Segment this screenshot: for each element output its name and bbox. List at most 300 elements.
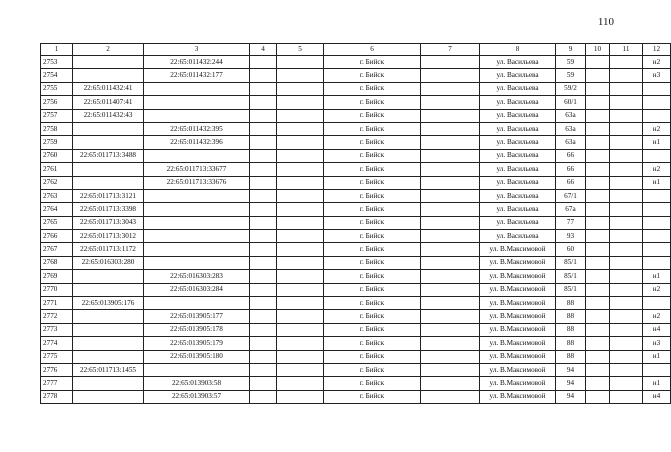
city-cell: г. Бийск <box>324 189 421 202</box>
empty-cell <box>250 203 277 216</box>
empty-cell <box>610 270 643 283</box>
row-number-cell: 2776 <box>41 363 73 376</box>
empty-cell <box>250 377 277 390</box>
empty-cell <box>250 56 277 69</box>
row-number-cell: 2756 <box>41 96 73 109</box>
cadastral-number-cell: 22:65:011713:1172 <box>73 243 144 256</box>
empty-cell <box>586 56 610 69</box>
cadastral-number-cell <box>73 390 144 403</box>
premises-cell: н3 <box>643 69 671 82</box>
header-cell: 11 <box>610 44 643 56</box>
empty-cell <box>421 297 480 310</box>
city-cell: г. Бийск <box>324 203 421 216</box>
empty-cell <box>421 216 480 229</box>
street-cell: ул. В.Максимовой <box>480 337 556 350</box>
city-cell: г. Бийск <box>324 122 421 135</box>
empty-cell <box>250 96 277 109</box>
header-cell: 12 <box>643 44 671 56</box>
premises-cell: н3 <box>643 337 671 350</box>
header-cell: 1 <box>41 44 73 56</box>
empty-cell <box>277 56 324 69</box>
empty-cell <box>586 350 610 363</box>
street-cell: ул. Васильева <box>480 163 556 176</box>
premises-cell <box>643 189 671 202</box>
empty-cell <box>610 189 643 202</box>
premises-cell <box>643 230 671 243</box>
row-number-cell: 2772 <box>41 310 73 323</box>
empty-cell <box>610 377 643 390</box>
empty-cell <box>250 297 277 310</box>
empty-cell <box>421 69 480 82</box>
street-cell: ул. В.Максимовой <box>480 377 556 390</box>
empty-cell <box>277 96 324 109</box>
house-number-cell: 94 <box>556 390 586 403</box>
empty-cell <box>250 337 277 350</box>
city-cell: г. Бийск <box>324 96 421 109</box>
empty-cell <box>250 310 277 323</box>
house-number-cell: 88 <box>556 337 586 350</box>
header-cell: 3 <box>144 44 250 56</box>
row-number-cell: 2765 <box>41 216 73 229</box>
house-number-cell: 60/1 <box>556 96 586 109</box>
empty-cell <box>586 297 610 310</box>
empty-cell <box>250 256 277 269</box>
cadastral-number-cell: 22:65:013905:176 <box>73 297 144 310</box>
empty-cell <box>421 176 480 189</box>
cadastral-number-premises-cell <box>144 363 250 376</box>
empty-cell <box>610 363 643 376</box>
cadastral-number-premises-cell: 22:65:013903:57 <box>144 390 250 403</box>
cadastral-number-cell: 22:65:011713:3398 <box>73 203 144 216</box>
empty-cell <box>586 230 610 243</box>
street-cell: ул. Васильева <box>480 230 556 243</box>
empty-cell <box>610 176 643 189</box>
city-cell: г. Бийск <box>324 297 421 310</box>
cadastral-number-premises-cell: 22:65:016303:284 <box>144 283 250 296</box>
empty-cell <box>421 256 480 269</box>
cadastral-number-premises-cell <box>144 203 250 216</box>
cadastral-number-premises-cell: 22:65:013903:58 <box>144 377 250 390</box>
street-cell: ул. В.Максимовой <box>480 243 556 256</box>
empty-cell <box>250 230 277 243</box>
table-row <box>41 323 671 336</box>
empty-cell <box>277 350 324 363</box>
cadastral-number-premises-cell <box>144 189 250 202</box>
house-number-cell: 59 <box>556 56 586 69</box>
header-cell: 7 <box>421 44 480 56</box>
house-number-cell: 63а <box>556 136 586 149</box>
table-row <box>41 297 671 310</box>
empty-cell <box>610 390 643 403</box>
empty-cell <box>277 82 324 95</box>
empty-cell <box>586 243 610 256</box>
header-row <box>41 44 671 56</box>
empty-cell <box>586 163 610 176</box>
table-row <box>41 149 671 162</box>
empty-cell <box>277 189 324 202</box>
header-cell: 9 <box>556 44 586 56</box>
premises-cell <box>643 363 671 376</box>
cadastral-number-cell <box>73 163 144 176</box>
row-number-cell: 2760 <box>41 149 73 162</box>
header-cell: 4 <box>250 44 277 56</box>
house-number-cell: 67а <box>556 203 586 216</box>
street-cell: ул. В.Максимовой <box>480 323 556 336</box>
premises-cell: н4 <box>643 323 671 336</box>
empty-cell <box>421 82 480 95</box>
empty-cell <box>277 337 324 350</box>
cadastral-number-cell: 22:65:011713:3488 <box>73 149 144 162</box>
table-row <box>41 377 671 390</box>
empty-cell <box>250 189 277 202</box>
premises-cell: н1 <box>643 270 671 283</box>
empty-cell <box>421 283 480 296</box>
row-number-cell: 2753 <box>41 56 73 69</box>
row-number-cell: 2757 <box>41 109 73 122</box>
empty-cell <box>250 283 277 296</box>
registry-table <box>40 43 671 404</box>
empty-cell <box>586 82 610 95</box>
row-number-cell: 2770 <box>41 283 73 296</box>
cadastral-number-cell: 22:65:016303:280 <box>73 256 144 269</box>
empty-cell <box>277 270 324 283</box>
table-row <box>41 122 671 135</box>
empty-cell <box>250 390 277 403</box>
empty-cell <box>277 283 324 296</box>
empty-cell <box>421 149 480 162</box>
empty-cell <box>421 122 480 135</box>
empty-cell <box>610 122 643 135</box>
row-number-cell: 2774 <box>41 337 73 350</box>
street-cell: ул. В.Максимовой <box>480 297 556 310</box>
empty-cell <box>277 69 324 82</box>
empty-cell <box>610 256 643 269</box>
street-cell: ул. Васильева <box>480 149 556 162</box>
street-cell: ул. В.Максимовой <box>480 270 556 283</box>
empty-cell <box>586 122 610 135</box>
empty-cell <box>277 176 324 189</box>
empty-cell <box>421 323 480 336</box>
empty-cell <box>277 230 324 243</box>
row-number-cell: 2761 <box>41 163 73 176</box>
empty-cell <box>277 363 324 376</box>
empty-cell <box>250 270 277 283</box>
empty-cell <box>610 243 643 256</box>
cadastral-number-premises-cell: 22:65:011432:396 <box>144 136 250 149</box>
cadastral-number-premises-cell: 22:65:011713:33677 <box>144 163 250 176</box>
page-number: 110 <box>597 16 614 28</box>
table-row <box>41 56 671 69</box>
empty-cell <box>421 363 480 376</box>
empty-cell <box>586 203 610 216</box>
row-number-cell: 2758 <box>41 122 73 135</box>
house-number-cell: 66 <box>556 176 586 189</box>
street-cell: ул. Васильева <box>480 109 556 122</box>
city-cell: г. Бийск <box>324 82 421 95</box>
street-cell: ул. Васильева <box>480 69 556 82</box>
city-cell: г. Бийск <box>324 310 421 323</box>
row-number-cell: 2754 <box>41 69 73 82</box>
empty-cell <box>277 310 324 323</box>
city-cell: г. Бийск <box>324 363 421 376</box>
street-cell: ул. В.Максимовой <box>480 310 556 323</box>
table-row <box>41 136 671 149</box>
street-cell: ул. Васильева <box>480 82 556 95</box>
empty-cell <box>610 323 643 336</box>
street-cell: ул. Васильева <box>480 216 556 229</box>
house-number-cell: 63а <box>556 122 586 135</box>
table-row <box>41 310 671 323</box>
empty-cell <box>586 310 610 323</box>
house-number-cell: 66 <box>556 149 586 162</box>
table-body <box>41 56 671 404</box>
house-number-cell: 88 <box>556 297 586 310</box>
cadastral-number-premises-cell: 22:65:011432:177 <box>144 69 250 82</box>
street-cell: ул. Васильева <box>480 56 556 69</box>
cadastral-number-premises-cell: 22:65:013905:180 <box>144 350 250 363</box>
table-row <box>41 390 671 403</box>
table-row <box>41 363 671 376</box>
cadastral-number-premises-cell: 22:65:013905:179 <box>144 337 250 350</box>
house-number-cell: 94 <box>556 377 586 390</box>
cadastral-number-premises-cell: 22:65:011713:33676 <box>144 176 250 189</box>
table-row <box>41 243 671 256</box>
empty-cell <box>586 390 610 403</box>
city-cell: г. Бийск <box>324 390 421 403</box>
house-number-cell: 85/1 <box>556 270 586 283</box>
cadastral-number-cell: 22:65:011432:43 <box>73 109 144 122</box>
cadastral-number-premises-cell <box>144 256 250 269</box>
table-row <box>41 350 671 363</box>
house-number-cell: 59/2 <box>556 82 586 95</box>
cadastral-number-cell: 22:65:011407:41 <box>73 96 144 109</box>
city-cell: г. Бийск <box>324 256 421 269</box>
empty-cell <box>586 363 610 376</box>
city-cell: г. Бийск <box>324 176 421 189</box>
cadastral-number-cell <box>73 122 144 135</box>
premises-cell: н1 <box>643 176 671 189</box>
empty-cell <box>421 270 480 283</box>
table-row <box>41 270 671 283</box>
empty-cell <box>250 109 277 122</box>
cadastral-number-cell <box>73 270 144 283</box>
row-number-cell: 2767 <box>41 243 73 256</box>
empty-cell <box>277 136 324 149</box>
empty-cell <box>421 377 480 390</box>
empty-cell <box>610 109 643 122</box>
empty-cell <box>586 149 610 162</box>
empty-cell <box>421 243 480 256</box>
empty-cell <box>421 96 480 109</box>
premises-cell <box>643 82 671 95</box>
empty-cell <box>610 203 643 216</box>
premises-cell: н2 <box>643 310 671 323</box>
premises-cell: н2 <box>643 122 671 135</box>
cadastral-number-cell <box>73 283 144 296</box>
empty-cell <box>586 337 610 350</box>
table-row <box>41 203 671 216</box>
city-cell: г. Бийск <box>324 109 421 122</box>
table-row <box>41 176 671 189</box>
empty-cell <box>277 256 324 269</box>
cadastral-number-cell <box>73 56 144 69</box>
empty-cell <box>586 69 610 82</box>
cadastral-number-cell: 22:65:011713:3121 <box>73 189 144 202</box>
cadastral-number-cell <box>73 176 144 189</box>
house-number-cell: 85/1 <box>556 283 586 296</box>
house-number-cell: 66 <box>556 163 586 176</box>
empty-cell <box>250 163 277 176</box>
header-cell: 8 <box>480 44 556 56</box>
empty-cell <box>586 136 610 149</box>
empty-cell <box>250 323 277 336</box>
empty-cell <box>250 176 277 189</box>
house-number-cell: 59 <box>556 69 586 82</box>
table-row <box>41 109 671 122</box>
cadastral-number-premises-cell: 22:65:011432:244 <box>144 56 250 69</box>
cadastral-number-premises-cell <box>144 243 250 256</box>
empty-cell <box>250 136 277 149</box>
city-cell: г. Бийск <box>324 230 421 243</box>
premises-cell: н4 <box>643 390 671 403</box>
premises-cell <box>643 149 671 162</box>
city-cell: г. Бийск <box>324 136 421 149</box>
house-number-cell: 94 <box>556 363 586 376</box>
house-number-cell: 88 <box>556 350 586 363</box>
empty-cell <box>250 69 277 82</box>
premises-cell <box>643 297 671 310</box>
house-number-cell: 88 <box>556 323 586 336</box>
cadastral-number-cell: 22:65:011432:41 <box>73 82 144 95</box>
row-number-cell: 2769 <box>41 270 73 283</box>
empty-cell <box>250 243 277 256</box>
cadastral-number-cell <box>73 136 144 149</box>
premises-cell <box>643 203 671 216</box>
cadastral-number-cell <box>73 69 144 82</box>
premises-cell: н1 <box>643 377 671 390</box>
street-cell: ул. Васильева <box>480 96 556 109</box>
city-cell: г. Бийск <box>324 350 421 363</box>
table-row <box>41 283 671 296</box>
empty-cell <box>421 390 480 403</box>
cadastral-number-premises-cell <box>144 82 250 95</box>
row-number-cell: 2777 <box>41 377 73 390</box>
empty-cell <box>421 109 480 122</box>
empty-cell <box>610 149 643 162</box>
header-cell: 6 <box>324 44 421 56</box>
table-row <box>41 163 671 176</box>
row-number-cell: 2768 <box>41 256 73 269</box>
empty-cell <box>586 377 610 390</box>
empty-cell <box>610 56 643 69</box>
empty-cell <box>610 163 643 176</box>
empty-cell <box>277 390 324 403</box>
empty-cell <box>421 230 480 243</box>
premises-cell <box>643 216 671 229</box>
city-cell: г. Бийск <box>324 283 421 296</box>
empty-cell <box>277 216 324 229</box>
empty-cell <box>586 216 610 229</box>
empty-cell <box>250 216 277 229</box>
empty-cell <box>610 337 643 350</box>
empty-cell <box>610 216 643 229</box>
cadastral-number-premises-cell <box>144 109 250 122</box>
street-cell: ул. Васильева <box>480 122 556 135</box>
empty-cell <box>421 350 480 363</box>
empty-cell <box>610 69 643 82</box>
empty-cell <box>421 337 480 350</box>
cadastral-number-premises-cell <box>144 216 250 229</box>
row-number-cell: 2778 <box>41 390 73 403</box>
cadastral-number-premises-cell: 22:65:016303:283 <box>144 270 250 283</box>
table-row <box>41 337 671 350</box>
row-number-cell: 2759 <box>41 136 73 149</box>
city-cell: г. Бийск <box>324 149 421 162</box>
table-row <box>41 256 671 269</box>
empty-cell <box>610 350 643 363</box>
empty-cell <box>610 82 643 95</box>
empty-cell <box>610 96 643 109</box>
cadastral-number-cell: 22:65:011713:1455 <box>73 363 144 376</box>
empty-cell <box>250 122 277 135</box>
empty-cell <box>250 149 277 162</box>
street-cell: ул. В.Максимовой <box>480 390 556 403</box>
empty-cell <box>610 230 643 243</box>
cadastral-number-premises-cell <box>144 149 250 162</box>
street-cell: ул. В.Максимовой <box>480 350 556 363</box>
cadastral-number-premises-cell: 22:65:013905:178 <box>144 323 250 336</box>
city-cell: г. Бийск <box>324 69 421 82</box>
empty-cell <box>586 109 610 122</box>
empty-cell <box>610 283 643 296</box>
street-cell: ул. Васильева <box>480 189 556 202</box>
empty-cell <box>250 82 277 95</box>
city-cell: г. Бийск <box>324 337 421 350</box>
cadastral-number-premises-cell <box>144 297 250 310</box>
empty-cell <box>421 310 480 323</box>
empty-cell <box>277 243 324 256</box>
empty-cell <box>610 310 643 323</box>
empty-cell <box>586 323 610 336</box>
city-cell: г. Бийск <box>324 243 421 256</box>
house-number-cell: 93 <box>556 230 586 243</box>
empty-cell <box>586 176 610 189</box>
cadastral-number-cell <box>73 310 144 323</box>
street-cell: ул. Васильева <box>480 203 556 216</box>
empty-cell <box>421 189 480 202</box>
empty-cell <box>421 56 480 69</box>
table-row <box>41 216 671 229</box>
house-number-cell: 67/1 <box>556 189 586 202</box>
premises-cell <box>643 256 671 269</box>
empty-cell <box>277 163 324 176</box>
house-number-cell: 85/1 <box>556 256 586 269</box>
cadastral-number-premises-cell <box>144 96 250 109</box>
city-cell: г. Бийск <box>324 377 421 390</box>
cadastral-number-cell: 22:65:011713:3043 <box>73 216 144 229</box>
premises-cell <box>643 96 671 109</box>
premises-cell <box>643 243 671 256</box>
city-cell: г. Бийск <box>324 323 421 336</box>
row-number-cell: 2763 <box>41 189 73 202</box>
empty-cell <box>277 203 324 216</box>
header-cell: 2 <box>73 44 144 56</box>
city-cell: г. Бийск <box>324 163 421 176</box>
empty-cell <box>277 122 324 135</box>
empty-cell <box>250 363 277 376</box>
empty-cell <box>277 149 324 162</box>
cadastral-number-premises-cell: 22:65:013905:177 <box>144 310 250 323</box>
